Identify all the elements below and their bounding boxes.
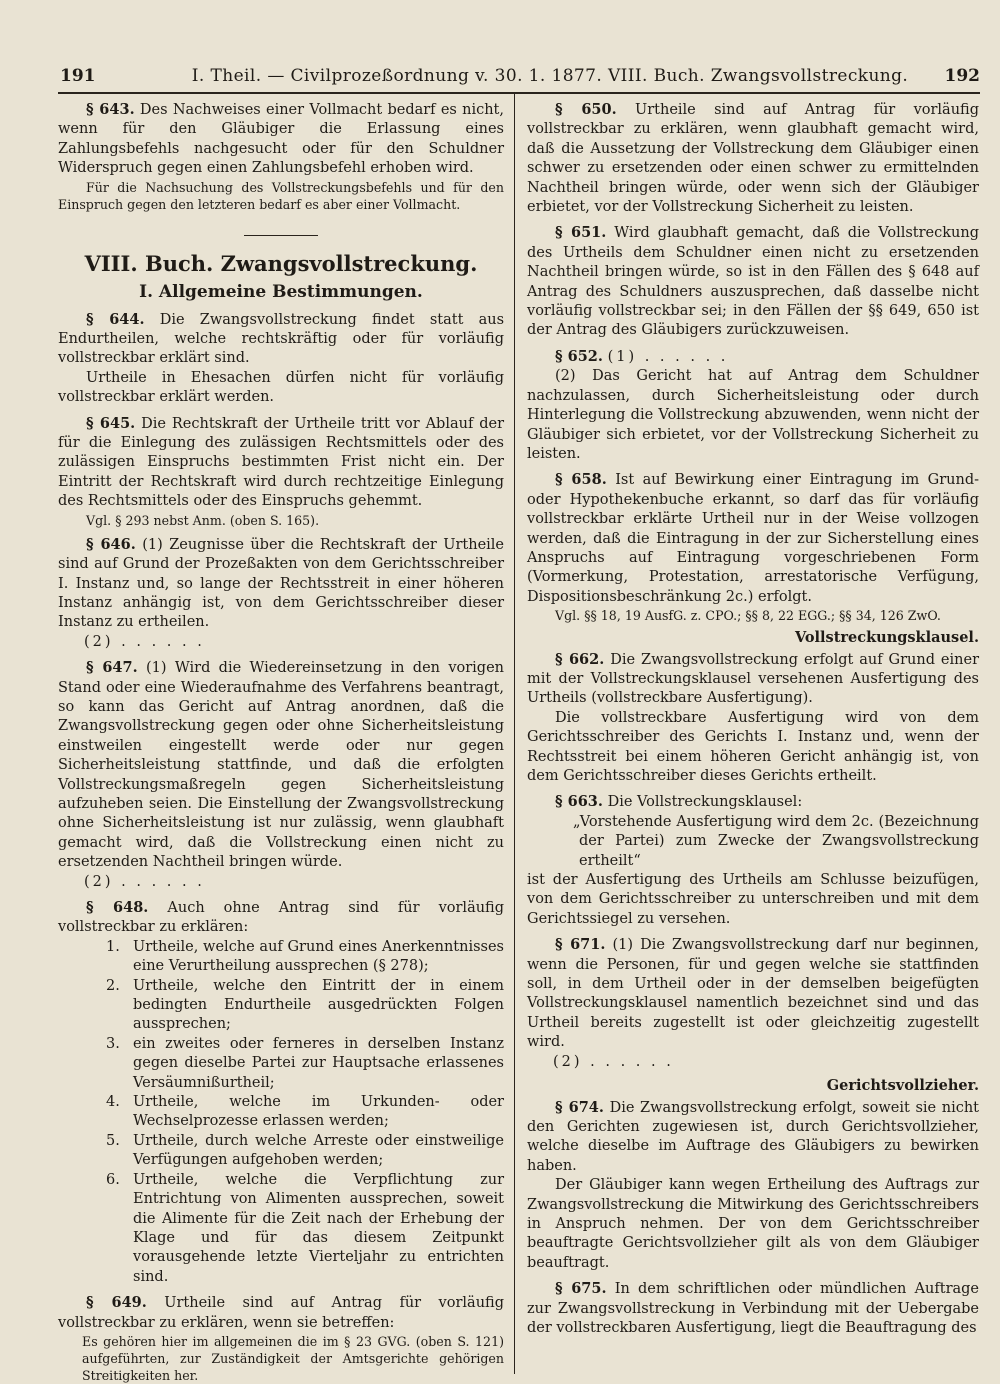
paragraph-text: Die Zwangsvollstreckung erfolgt, soweit sie nicht den Gerichten zugewiesen ist, durch Gerichtsvollzieher, welche dieselbe im Auftrage des Gläubigers zu bewirken haben.	[527, 1099, 979, 1174]
list-item-number: 5.	[106, 1132, 120, 1149]
paragraph-645	[58, 414, 504, 512]
right-column	[527, 100, 979, 1338]
section-number: § 644.	[86, 310, 145, 328]
section-number: § 650.	[555, 101, 617, 118]
left-column	[58, 100, 504, 1384]
section-number: § 647.	[86, 659, 138, 677]
list-item	[58, 1132, 504, 1171]
paragraph-658	[527, 470, 979, 607]
paragraph-text: Des Nachweises einer Vollmacht bedarf es nicht, wenn für den Gläubiger die Erlassung eines Zahlungsbefehls nachgesucht oder für den Schuldner Widerspruch gegen einen Zahlungsbefehl erhoben wird.	[58, 102, 504, 177]
paragraph-662-b: Die vollstreckbare Ausfertigung wird von dem Gerichtsschreiber des Gerichts I. Instanz und, wenn der Rechtsstreit bei einem höheren Gericht anhängig ist, von dem Gerichtsschreiber dieses Gerichts ertheilt.	[527, 709, 979, 784]
section-number: § 649.	[86, 1294, 147, 1312]
paragraph-663	[527, 792, 979, 812]
paragraph-652-b: (2) Das Gericht hat auf Antrag dem Schuldner nachzulassen, durch Sicherheitsleistung oder durch Hinterlegung die Vollstreckung abzuwenden, wenn nicht der Gläubiger sich erbietet, vor der Vollstreckung Sicherheit zu leisten.	[527, 368, 979, 462]
paragraph-671-b: (2) . . . . . .	[553, 1053, 674, 1070]
paragraph-651	[527, 223, 979, 340]
list-item-text: Urtheile, welche den Eintritt der in einem bedingten Endurtheile ausgedrückten Folgen aussprechen;	[133, 977, 504, 1033]
paragraph-652	[527, 347, 979, 367]
paragraph-text: (1) Die Zwangsvollstreckung darf nur beginnen, wenn die Personen, für und gegen welche sie stattfinden soll, in dem Urtheil oder in der demselben beigefügten Vollstreckungsklausel namentlich bezeichnet sind und das Urtheil bereits zugestellt ist oder gleichzeitig zugestellt wird.	[527, 937, 979, 1051]
section-title: I. Allgemeine Bestimmungen.	[139, 281, 423, 302]
section-number: § 671.	[555, 936, 606, 954]
section-number: § 646.	[86, 535, 136, 553]
section-number: § 658.	[555, 471, 607, 489]
running-title: I. Theil. — Civilprozeßordnung v. 30. 1. 1877. VIII. Buch. Zwangsvollstreckung.	[191, 66, 909, 86]
paragraph-646-b: (2) . . . . . .	[84, 633, 205, 650]
section-number: § 651.	[555, 224, 607, 242]
paragraph-649	[58, 1293, 504, 1333]
note-649: Es gehören hier im allgemeinen die im § 23 GVG. (oben S. 121) aufgeführten, zur Zuständigkeit der Amtsgerichte gehörigen Streitigkeiten her.	[82, 1333, 504, 1383]
list-item-number: 3.	[106, 1035, 120, 1052]
list-item	[58, 1035, 504, 1093]
section-number: § 662.	[555, 650, 605, 668]
separator-rule	[244, 235, 318, 236]
paragraph-text: Urtheile sind auf Antrag für vorläufig vollstreckbar zu erklären, wenn glaubhaft gemacht wird, daß die Aussetzung der Vollstreckung dem Gläubiger einen schwer zu ersetzenden oder einen schwer zu ermittelnden Nachtheil bringen würde, oder wenn sich der Gläubiger erbietet, vor der Vollstreckung Sicherheit zu leisten.	[527, 102, 979, 216]
paragraph-662	[527, 650, 979, 709]
paragraph-text: Die Rechtskraft der Urtheile tritt vor Ablauf der für die Einlegung des zulässigen Rechtsmittels oder des zulässigen Einspruchs bestimmten Frist nicht ein. Der Eintritt der Rechtskraft wird durch rechtzeitige Einlegung des Rechtsmittels oder des Einspruchs gehemmt.	[58, 415, 504, 510]
note-658: Vgl. §§ 18, 19 AusfG. z. CPO.; §§ 8, 22 EGG.; §§ 34, 126 ZwO.	[555, 608, 941, 624]
paragraph-671	[527, 935, 979, 1052]
heading-vollstreckungsklausel: Vollstreckungsklausel.	[794, 629, 979, 647]
paragraph-674-b: Der Gläubiger kann wegen Ertheilung des Auftrags zur Zwangsvollstreckung die Mitwirkung des Gerichtsschreibers in Anspruch nehmen. Der von dem Gerichtsschreiber beauftragte Gerichtsvollzieher gilt als von dem Gläubiger beauftragt.	[527, 1177, 979, 1271]
note-645: Vgl. § 293 nebst Anm. (oben S. 165).	[86, 512, 320, 528]
list-item-text: Urtheile, welche die Verpflichtung zur Entrichtung von Alimenten aussprechen, soweit die Alimente für die Zeit nach der Erhebung der Klage und für das diesem Zeitpunkt vorausgehende letzte Vierteljahr zu entrichten sind.	[133, 1171, 504, 1285]
list-item	[58, 977, 504, 1035]
section-number: § 663.	[555, 793, 603, 811]
list-item-text: ein zweites oder ferneres in derselben Instanz gegen dieselbe Partei zur Hauptsache erlassenes Versäumnißurtheil;	[133, 1035, 504, 1091]
paragraph-675	[527, 1279, 979, 1338]
paragraph-650	[527, 100, 979, 217]
paragraph-647-b: (2) . . . . . .	[84, 873, 205, 890]
list-item-number: 6.	[106, 1171, 120, 1188]
list-item	[58, 938, 504, 977]
book-title: VIII. Buch. Zwangsvollstreckung.	[84, 250, 478, 276]
paragraph-text: (1) . . . . . .	[607, 348, 729, 365]
paragraph-text: Urtheile sind auf Antrag für vorläufig vollstreckbar zu erklären, wenn sie betreffen:	[58, 1295, 504, 1331]
heading-gerichtsvollzieher: Gerichtsvollzieher.	[826, 1077, 979, 1095]
paragraph-text: Die Zwangsvollstreckung findet statt aus Endurtheilen, welche rechtskräftig oder für vorläufig vollstreckbar erklärt sind.	[58, 311, 505, 367]
running-header	[60, 64, 980, 88]
paragraph-646	[58, 535, 504, 633]
list-item	[58, 1093, 504, 1132]
list-item-text: Urtheile, welche auf Grund eines Anerkenntnisses eine Verurtheilung aussprechen (§ 278);	[133, 938, 504, 975]
page-number-right: 192	[944, 66, 980, 86]
paragraph-text: In dem schriftlichen oder mündlichen Auftrage zur Zwangsvollstreckung in Verbindung mit der Uebergabe der vollstreckbaren Ausfertigung, liegt die Beauftragung des	[527, 1281, 980, 1336]
note-643: Für die Nachsuchung des Vollstreckungsbefehls und für den Einspruch gegen den letzteren bedarf es aber einer Vollmacht.	[58, 179, 504, 212]
paragraph-647	[58, 658, 504, 872]
list-648	[58, 938, 504, 1287]
paragraph-643	[58, 100, 504, 179]
column-divider	[514, 94, 515, 1374]
list-item-number: 1.	[106, 938, 120, 955]
list-item	[58, 1171, 504, 1287]
paragraph-648	[58, 898, 504, 938]
paragraph-text: (1) Wird die Wiedereinsetzung in den vorigen Stand oder eine Wiederaufnahme des Verfahrens beantragt, so kann das Gericht auf Antrag anordnen, daß die Zwangsvollstreckung gegen oder ohne Sicherheitsleistung einstweilen eingestellt werde oder nur gegen Sicherheitsleistung stattfinde, und daß die erfolgten Vollstreckungsmaßregeln gegen Sicherheitsleistung aufzuheben seien. Die Einstellung der Zwangsvollstreckung ohne Sicherheitsleistung ist nur zulässig, wenn glaubhaft gemacht wird, daß die Vollstreckung einen nicht zu ersetzenden Nachtheil bringen würde.	[58, 660, 505, 871]
paragraph-text: Auch ohne Antrag sind für vorläufig vollstreckbar zu erklären:	[58, 900, 505, 936]
paragraph-674	[527, 1098, 979, 1177]
paragraph-text: (1) Zeugnisse über die Rechtskraft der Urtheile sind auf Grund der Prozeßakten von dem Gerichtsschreiber I. Instanz und, so lange der Rechtsstreit in einer höheren Instanz anhängig ist, von dem Gerichtsschreiber dieser Instanz zu ertheilen.	[58, 536, 505, 631]
section-number: § 643.	[86, 101, 135, 118]
paragraph-text: Ist auf Bewirkung einer Eintragung im Grund- oder Hypothekenbuche erkannt, so darf das für vorläufig vollstreckbar erklärte Urtheil nur in der Weise vollzogen werden, daß die Eintragung in der zur Sicherstellung eines Anspruchs auf Eintragung vorgeschriebenen Form (Vormerkung, Protestation, arrestatorische Verfügung, Dispositionsbeschränkung 2c.) erfolgt.	[527, 472, 980, 605]
page-number-left: 191	[60, 66, 96, 86]
paragraph-644-b: Urtheile in Ehesachen dürfen nicht für vorläufig vollstreckbar erklärt werden.	[58, 369, 504, 406]
list-item-number: 2.	[106, 977, 120, 994]
section-number: § 648.	[86, 899, 149, 916]
section-number: § 652.	[555, 347, 603, 365]
clause-quote: „Vorstehende Ausfertigung wird dem 2c. (Bezeichnung der Partei) zum Zwecke der Zwangsvollstreckung ertheilt“	[573, 813, 979, 869]
paragraph-644	[58, 310, 504, 369]
section-number: § 645.	[86, 414, 136, 432]
paragraph-text: Wird glaubhaft gemacht, daß die Vollstreckung des Urtheils dem Schuldner einen nicht zu ersetzenden Nachtheil bringen würde, so ist in den Fällen des § 648 auf Antrag des Schuldners auszusprechen, daß dasselbe nicht vorläufig vollstreckbar sei; in den Fällen der §§ 649, 650 ist der Antrag des Gläubigers zurückzuweisen.	[527, 225, 980, 339]
list-item-text: Urtheile, durch welche Arreste oder einstweilige Verfügungen aufgehoben werden;	[133, 1132, 504, 1169]
paragraph-text: Die Vollstreckungsklausel:	[607, 794, 803, 811]
paragraph-663-b: ist der Ausfertigung des Urtheils am Schlusse beizufügen, von dem Gerichtsschreiber zu unterschreiben und mit dem Gerichtssiegel zu versehen.	[527, 872, 979, 927]
list-item-text: Urtheile, welche im Urkunden- oder Wechselprozesse erlassen werden;	[133, 1094, 504, 1130]
section-number: § 674.	[555, 1098, 604, 1116]
section-number: § 675.	[555, 1280, 607, 1298]
header-rule	[58, 92, 980, 94]
list-item-number: 4.	[106, 1094, 120, 1111]
paragraph-text: Die Zwangsvollstreckung erfolgt auf Grund einer mit der Vollstreckungsklausel versehenen Ausfertigung des Urtheils (vollstreckbare Ausfertigung).	[527, 651, 980, 707]
